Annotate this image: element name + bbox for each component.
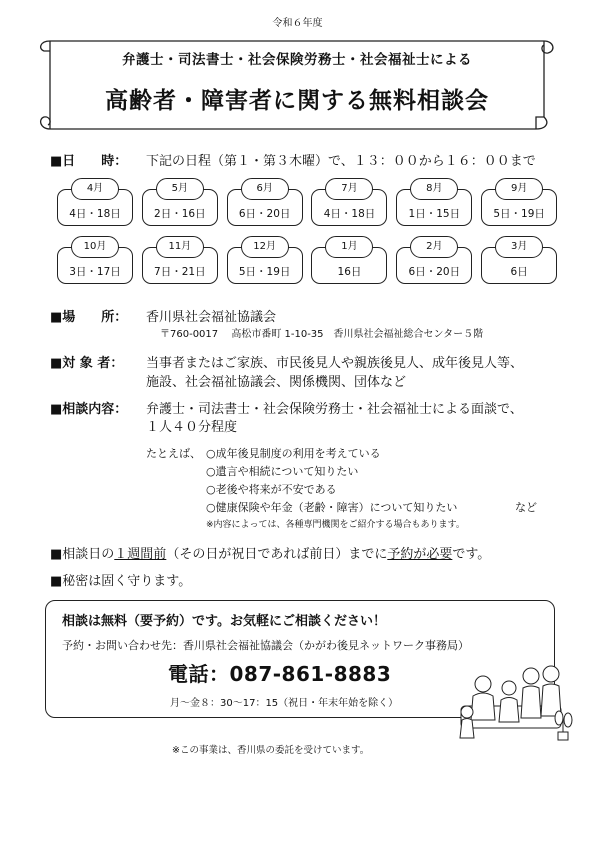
month-label: 9月	[495, 178, 543, 200]
reservation-text: ■相談日の	[50, 547, 115, 562]
contact-org: 予約・お問い合わせ先：香川県社会福祉協議会（かがわ後見ネットワーク事務局）	[62, 639, 469, 652]
month-dates: 3日・17日	[69, 266, 121, 278]
venue-name: 香川県社会福祉協議会	[146, 310, 277, 325]
reservation-text: （その日が祝日であれば前日）までに	[166, 547, 388, 562]
month-label: 11月	[156, 236, 204, 258]
calendar-row-2	[57, 234, 557, 284]
month-dates: 4日・18日	[69, 208, 121, 220]
family-illustration	[455, 660, 575, 742]
month-label: 2月	[410, 236, 458, 258]
schedule-calendar	[57, 176, 557, 284]
month-cell-may	[142, 176, 218, 226]
fiscal-year: 令和６年度	[272, 18, 323, 29]
venue-address: 〒760-0017 高松市番町 1-10-35 香川県社会福祉総合センター５階	[160, 329, 484, 340]
reservation-text: です。	[452, 547, 491, 562]
banner-title: 高齢者・障害者に関する無料相談会	[105, 88, 489, 114]
month-cell-aug	[396, 176, 472, 226]
contact-headline: 相談は無料（要予約）です。お気軽にご相談ください！	[62, 614, 386, 629]
examples-etc: など	[515, 501, 537, 514]
target-line-1: 当事者またはご家族、市民後見人や親族後見人、成年後見人等、	[146, 356, 524, 371]
month-dates: 6日	[510, 266, 528, 278]
target-label: ■対 象 者：	[50, 356, 124, 371]
target-line-2: 施設、社会福祉協議会、関係機関、団体など	[146, 375, 407, 390]
month-cell-apr	[57, 176, 133, 226]
family-icon	[455, 660, 575, 742]
example-item: ○成年後見制度の利用を考えている	[206, 447, 381, 460]
month-cell-jun	[227, 176, 303, 226]
month-dates: 6日・20日	[238, 208, 291, 220]
content-line-2: １人４０分程度	[146, 420, 238, 435]
month-dates: 5日・19日	[238, 266, 291, 278]
contact-phone[interactable]: 電話：087-861-8883	[168, 662, 392, 686]
month-dates: 5日・19日	[493, 208, 545, 220]
venue-label: ■場 所：	[50, 310, 128, 325]
month-cell-jul	[311, 176, 387, 226]
banner-subtitle: 弁護士・司法書士・社会保険労務士・社会福祉士による	[122, 52, 472, 68]
example-item: ○遺言や相続について知りたい	[206, 465, 359, 478]
month-dates: 1日・15日	[408, 208, 461, 220]
example-item: ○健康保険や年金（老齢・障害）について知りたい	[206, 501, 458, 514]
month-label: 8月	[410, 178, 458, 200]
footer-note: ※この事業は、香川県の委託を受けています。	[172, 745, 370, 756]
content-note: ※内容によっては、各種専門機関をご紹介する場合もあります。	[206, 520, 465, 530]
reservation-notice	[50, 543, 490, 562]
month-cell-dec	[227, 234, 303, 284]
month-cell-jan	[311, 234, 387, 284]
month-dates: 16日	[337, 266, 362, 278]
content-line-1: 弁護士・司法書士・社会保険労務士・社会福祉士による面談で、	[146, 402, 523, 417]
month-cell-oct	[57, 234, 133, 284]
month-cell-sep	[481, 176, 557, 226]
month-label: 10月	[71, 236, 119, 258]
month-cell-mar	[481, 234, 557, 284]
month-label: 5月	[156, 178, 204, 200]
month-dates: 6日・20日	[408, 266, 461, 278]
secrecy-notice: ■秘密は固く守ります。	[50, 574, 192, 589]
schedule-text: 下記の日程（第１・第３木曜）で、１３：００から１６：００まで	[146, 154, 536, 169]
contact-hours: 月～金８：30～17：15（祝日・年末年始を除く）	[170, 698, 399, 709]
month-cell-nov	[142, 234, 218, 284]
reservation-deadline: １週間前	[114, 547, 167, 562]
month-label: 3月	[495, 236, 543, 258]
examples-intro: たとえば、	[146, 447, 201, 460]
reservation-required: 予約が必要	[387, 547, 453, 562]
month-label: 6月	[241, 178, 289, 200]
calendar-row-1	[57, 176, 557, 226]
example-item: ○老後や将来が不安である	[206, 483, 337, 496]
month-label: 1月	[325, 236, 373, 258]
schedule-label: ■日 時：	[50, 154, 128, 169]
month-dates: 4日・18日	[323, 208, 376, 220]
month-label: 7月	[325, 178, 373, 200]
month-dates: 7日・21日	[154, 266, 206, 278]
month-dates: 2日・16日	[154, 208, 206, 220]
month-label: 4月	[71, 178, 119, 200]
content-label: ■相談内容：	[50, 402, 128, 417]
month-cell-feb	[396, 234, 472, 284]
month-label: 12月	[241, 236, 289, 258]
